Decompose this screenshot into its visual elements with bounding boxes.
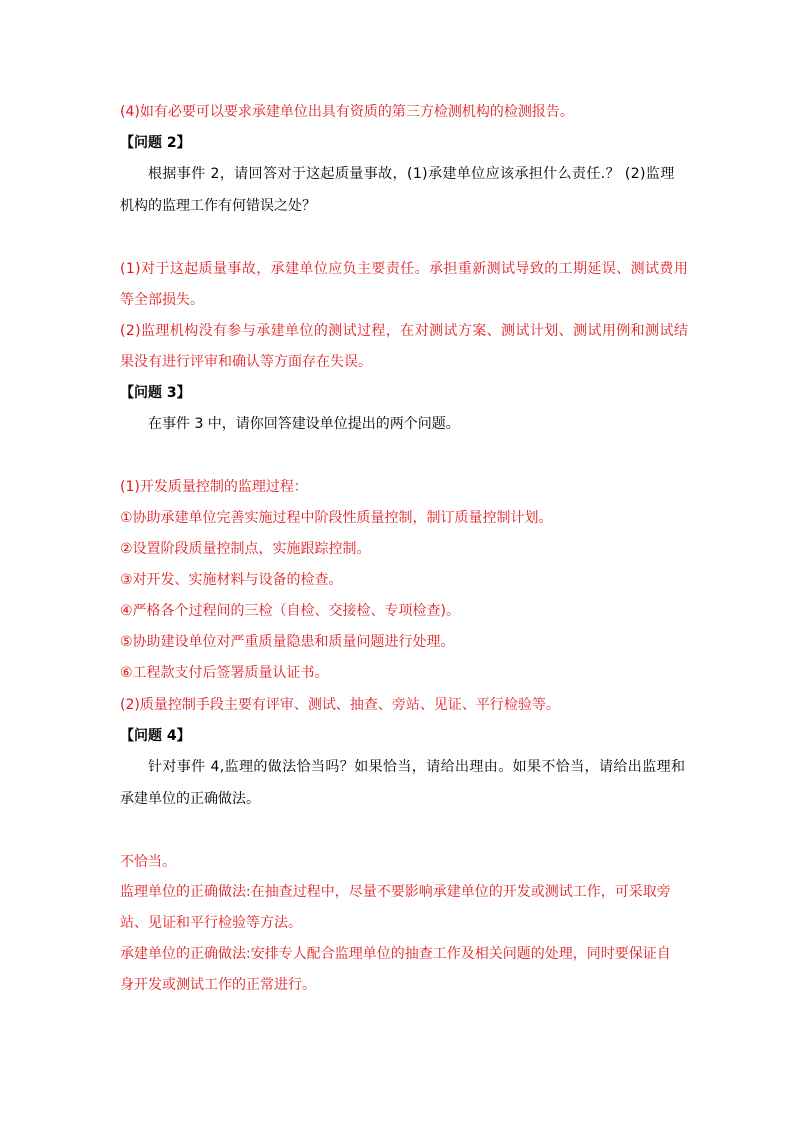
answer-3-step-2: ②设置阶段质量控制点，实施跟踪控制。	[120, 541, 371, 557]
answer-3-step-4: ④严格各个过程间的三检（自检、交接检、专项检查)。	[120, 603, 461, 619]
question-3-text: 在事件 3 中，请你回答建设单位提出的两个问题。	[148, 416, 460, 432]
answer-3-item-1-title: (1)开发质量控制的监理过程：	[120, 479, 308, 495]
answer-4-verdict: 不恰当。	[120, 854, 176, 870]
question-2-heading: 【问题 2】	[120, 135, 191, 151]
answer-2-item-1-line-1: (1)对于这起质量事故，承建单位应负主要责任。承担重新测试导致的工期延误、测试费用	[120, 261, 689, 277]
question-4-text-line-2: 承建单位的正确做法。	[120, 791, 260, 807]
answer-2-item-1-line-2: 等全部损失。	[120, 292, 204, 308]
answer-4-contractor-line-2: 身开发或测试工作的正常进行。	[120, 977, 316, 993]
answer-2-item-2-line-1: (2)监理机构没有参与承建单位的测试过程，在对测试方案、测试计划、测试用例和测试结	[120, 323, 689, 339]
question-2-text-line-2: 机构的监理工作有何错误之处？	[120, 198, 316, 214]
answer-3-step-5: ⑤协助建设单位对严重质量隐患和质量问题进行处理。	[120, 634, 455, 650]
answer-2-item-2-line-2: 果没有进行评审和确认等方面存在失误。	[120, 354, 372, 370]
answer-4-contractor-line-1: 承建单位的正确做法:安排专人配合监理单位的抽查工作及相关问题的处理，同时要保证自	[120, 946, 671, 962]
answer-3-step-3: ③对开发、实施材料与设备的检查。	[120, 572, 343, 588]
question-3-heading: 【问题 3】	[120, 385, 191, 401]
answer-3-step-1: ①协助承建单位完善实施过程中阶段性质量控制，制订质量控制计划。	[120, 510, 553, 526]
question-4-text-line-1: 针对事件 4,监理的做法恰当吗？如果恰当，请给出理由。如果不恰当，请给出监理和	[148, 759, 686, 775]
answer-4-supervisor-line-2: 站、见证和平行检验等方法。	[120, 915, 302, 931]
answer-1-item-4: (4)如有必要可以要求承建单位出具有资质的第三方检测机构的检测报告。	[120, 104, 574, 120]
question-4-heading: 【问题 4】	[120, 728, 191, 744]
answer-3-item-2: (2)质量控制手段主要有评审、测试、抽查、旁站、见证、平行检验等。	[120, 697, 560, 713]
answer-4-supervisor-line-1: 监理单位的正确做法:在抽查过程中，尽量不要影响承建单位的开发或测试工作，可采取旁	[120, 884, 671, 900]
question-2-text-line-1: 根据事件 2，请回答对于这起质量事故，(1)承建单位应该承担什么责任.？ (2)监理	[148, 166, 675, 182]
answer-3-step-6: ⑥工程款支付后签署质量认证书。	[120, 665, 329, 681]
